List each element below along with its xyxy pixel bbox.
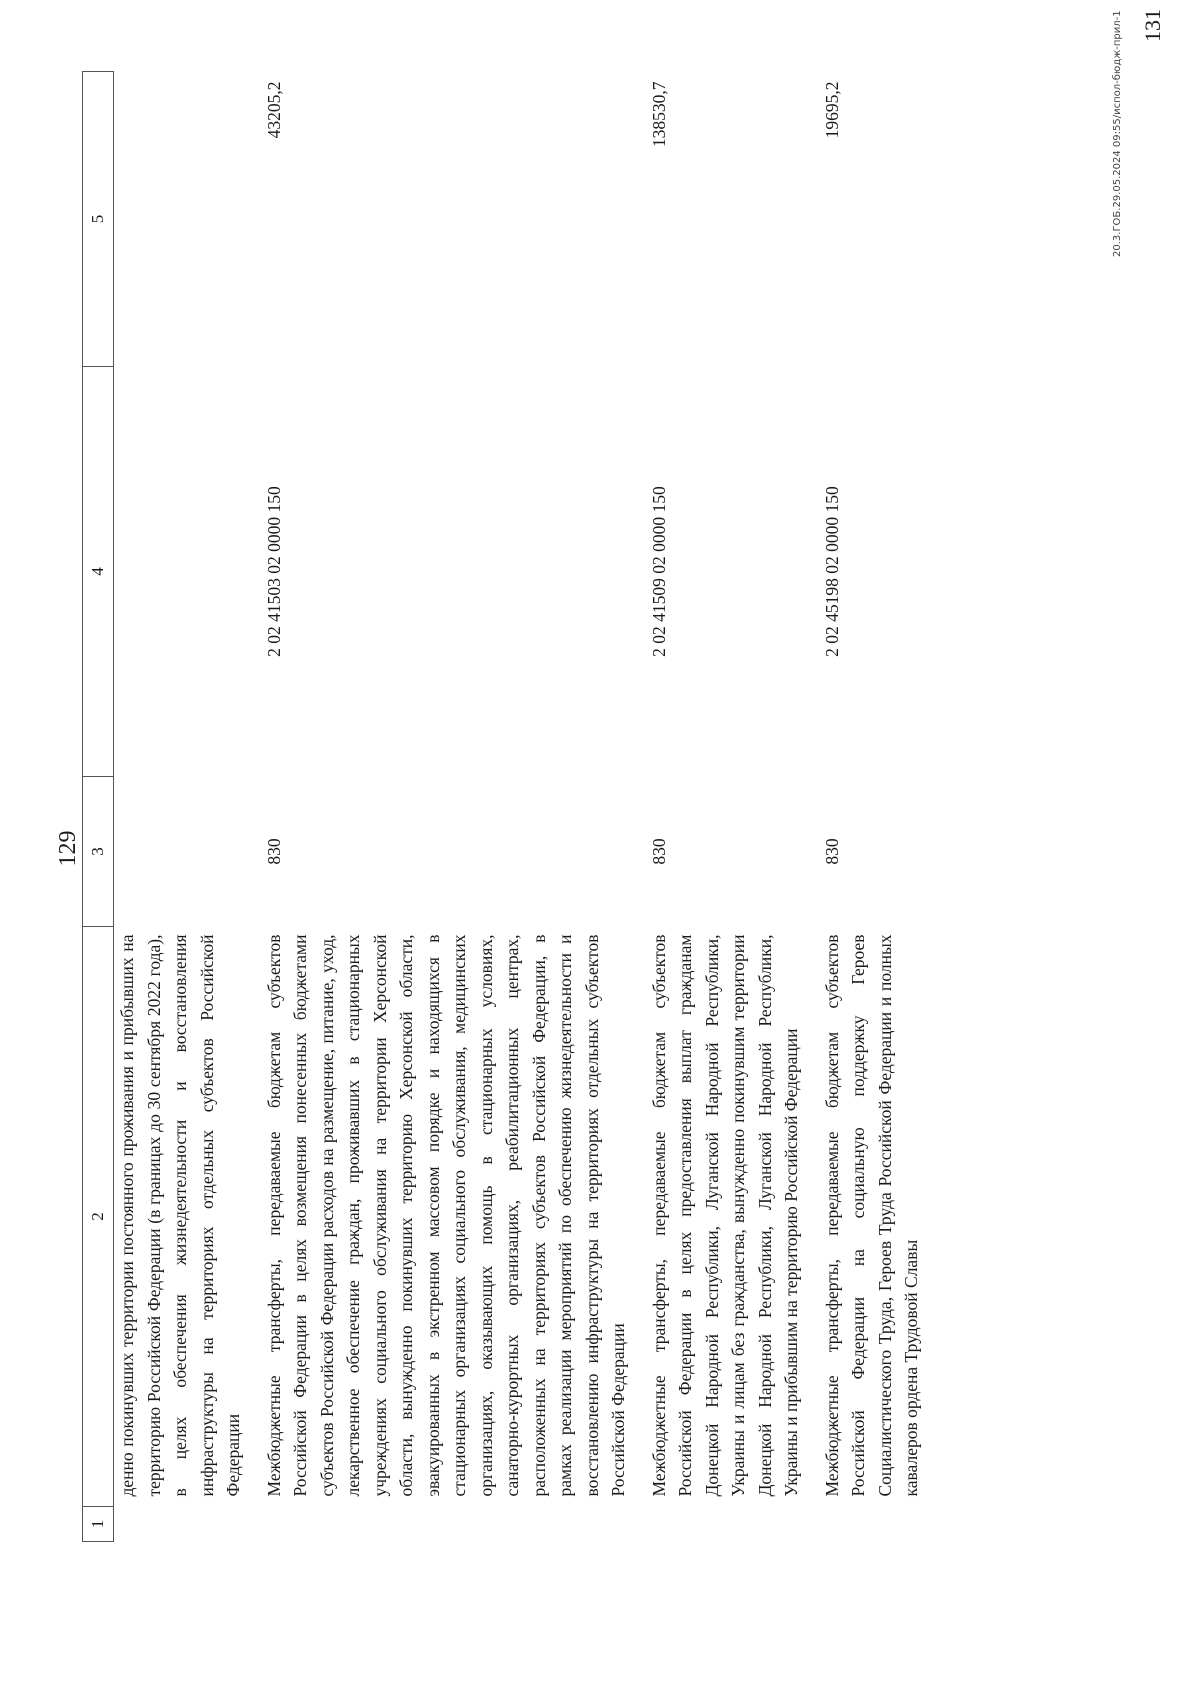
row-code — [646, 1507, 819, 1542]
row-code — [261, 1507, 646, 1542]
row-code — [819, 1507, 939, 1542]
row-description: Межбюджетные трансферты, передаваемые бюджетам субъектов Российской Федерации в целях предоставления выплат гражданам Донецкой Народной Республики, Луганской Народной Республики, Украины и лицам без гражданства, вынужденно покинувшим территории Донецкой Народной Республики, Луганской Народной Республики, Украины и прибывшим на территорию Российской Федерации — [648, 934, 801, 1497]
column-header: 2 — [83, 927, 114, 1507]
row-description: денно покинувших территории постоянного проживания и прибывших на территорию Российской Федерации (в границах до 30 сентября 2022 года), в целях обеспечения жизнедеятельности и восстановления инфраструктуры на территориях отдельных субъектов Российской Федерации — [117, 934, 243, 1497]
row-amount — [114, 72, 261, 367]
column-header: 1 — [83, 1507, 114, 1542]
row-kbk-code: 2 02 41503 02 0000 150 — [263, 486, 284, 657]
row-amount: 43205,2 — [263, 81, 284, 139]
table-row — [114, 72, 261, 1542]
page-number-bottom: 131 — [1140, 9, 1165, 42]
column-header: 4 — [83, 367, 114, 777]
table-row — [261, 72, 646, 1542]
row-code — [114, 1507, 261, 1542]
row-kbk-code — [114, 367, 261, 777]
footer-document-code: 20.3.ГОБ.29.05.2024 09:55/испол-бюдж-прил-1 — [1112, 10, 1123, 257]
page-number-top: 129 — [55, 830, 81, 867]
table-header-row — [83, 72, 114, 1542]
row-admin-code: 830 — [648, 838, 669, 865]
row-kbk-code: 2 02 45198 02 0000 150 — [821, 486, 842, 657]
budget-table — [82, 71, 939, 1542]
row-admin-code: 830 — [263, 838, 284, 865]
row-amount: 19695,2 — [821, 81, 842, 139]
row-kbk-code: 2 02 41509 02 0000 150 — [648, 486, 669, 657]
table-row — [819, 72, 939, 1542]
row-description: Межбюджетные трансферты, передаваемые бюджетам субъектов Российской Федерации в целях возмещения понесенных бюджетами субъектов Российской Федерации расходов на размещение, питание, уход, лекарственное обеспечение граждан, проживавших в стационарных учреждениях социального обслуживания на территории Херсонской области, вынужденно покинувших территорию Херсонской области, эвакуированных в экстренном массовом порядке и находящихся в стационарных организациях социального обслуживания, медицинских организациях, оказывающих помощь в стационарных условиях, санаторно-курортных организациях, реабилитационных центрах, расположенных на территориях субъектов Российской Федерации, в рамках реализации мероприятий по обеспечению жизнедеятельности и восстановлению инфраструктуры на территориях отдельных субъектов Российской Федерации — [263, 934, 628, 1497]
row-admin-code — [114, 777, 261, 927]
table-row — [646, 72, 819, 1542]
row-admin-code: 830 — [821, 838, 842, 865]
column-header: 5 — [83, 72, 114, 367]
column-header: 3 — [83, 777, 114, 927]
row-description: Межбюджетные трансферты, передаваемые бюджетам субъектов Российской Федерации на социальную поддержку Героев Социалистического Труда, Героев Труда Российской Федерации и полных кавалеров ордена Трудовой Славы — [821, 934, 921, 1497]
row-amount: 138530,7 — [648, 81, 669, 148]
